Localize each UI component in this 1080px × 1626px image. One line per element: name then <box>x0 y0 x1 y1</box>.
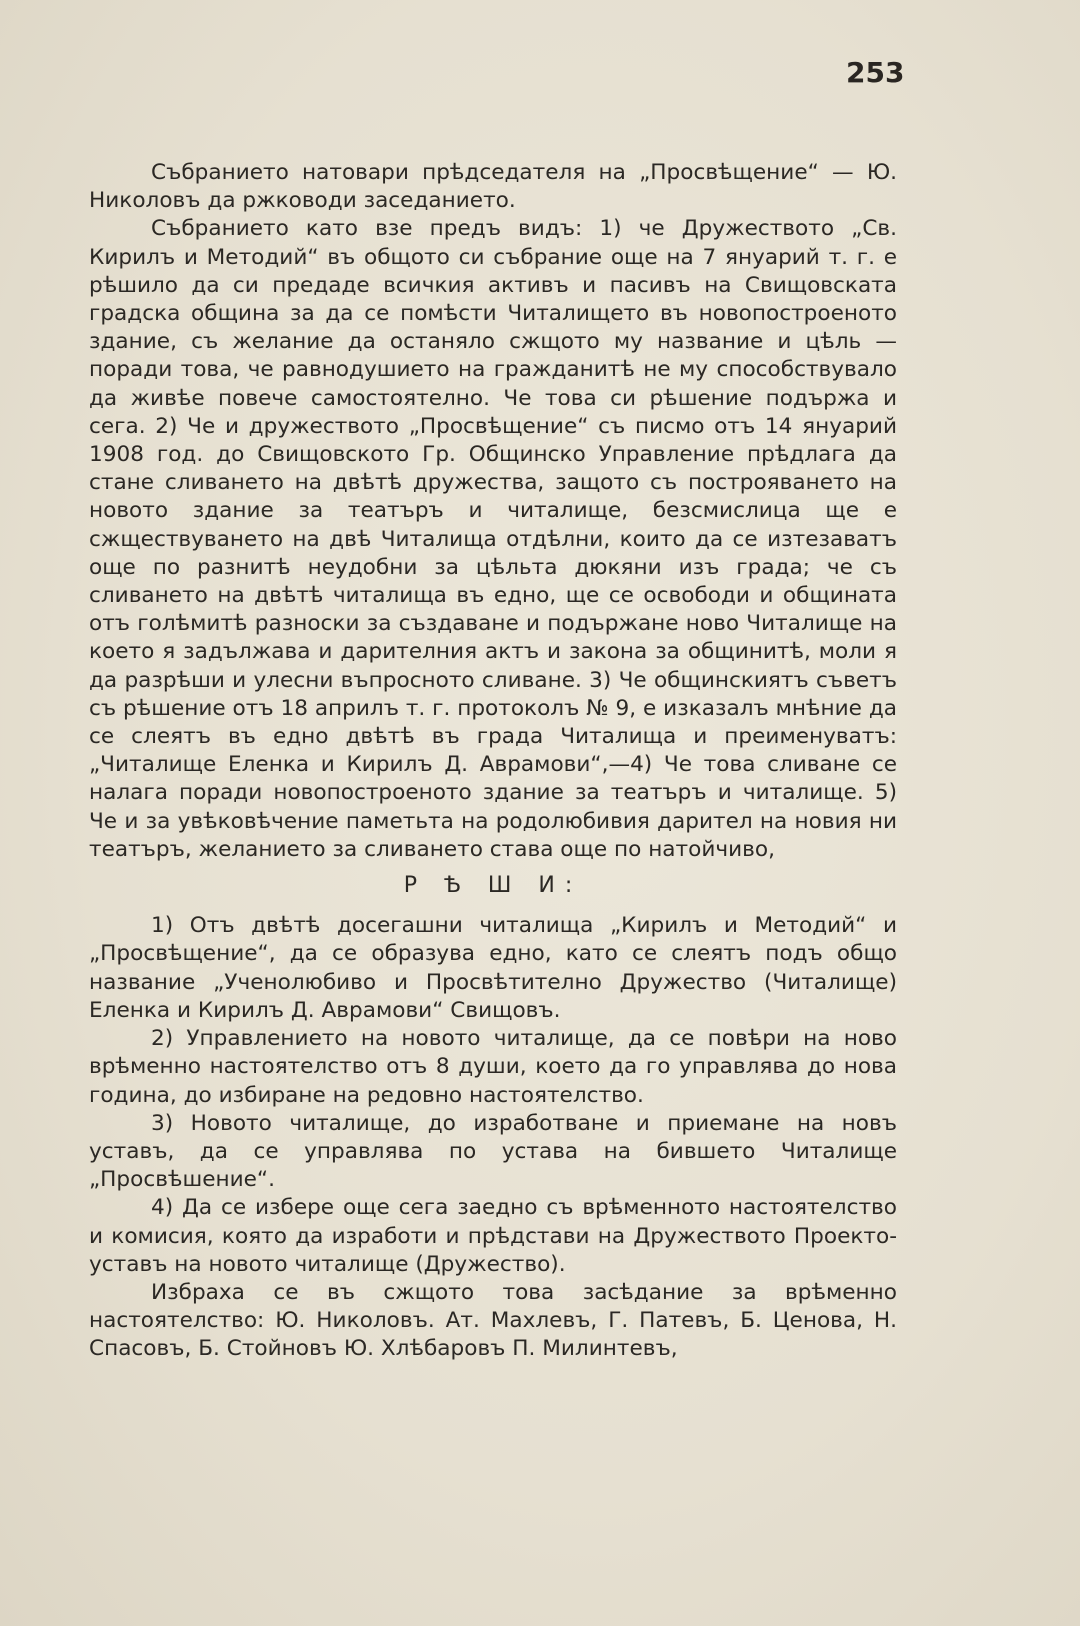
resolution-item-4: 4) Да се избере още сега заедно съ врѣменното настоятелство и комисия, която да изработи и прѣдстави на Дружеството Проекто-уставъ на новото читалище (Дружество). <box>89 1195 897 1277</box>
paragraph-considerations: Събранието като взе предъ видъ: 1) че Дружеството „Св. Кирилъ и Методий“ въ общото си събрание още на 7 януарий т. г. е рѣшило да си предаде всичкия активъ и пасивъ на Свищовската градска община за да се помѣсти Читалището въ новопостроеното здание, съ желание да останяло сжщото му название и цѣль — поради това, че равнодушието на гражданитѣ не му способствувало да живѣе повече самостоятелно. Че това си рѣшение подържа и сега. 2) Че и дружеството „Просвѣщение“ съ писмо отъ 14 януарий 1908 год. до Свищовското Гр. Общинско Управление прѣдлага да стане сливането на двѣтѣ дружества, защото съ построяването на новото здание за театъръ и читалище, безсмислица ще е сжществуването на двѣ Читалища отдѣлни, които да се изтезаватъ още по разнитѣ неудобни за цѣльта дюкяни изъ града; че съ сливането на двѣтѣ читалища въ едно, ще се освободи и общината отъ голѣмитѣ разноски за създаване и подържане ново Читалище на което я задължава и дарителния актъ и закона за общинитѣ, моли я да разрѣши и улесни въпросното сливане. 3) Че общинскиятъ съветъ съ рѣшение отъ 18 априлъ т. г. протоколъ № 9, е изказалъ мнѣние да се слеятъ въ едно двѣтѣ въ града Читалища и преименуватъ: „Читалище Еленка и Кирилъ Д. Аврамови“,—4) Че това сливане се налага поради новопостроеното здание за театъръ и читалище. 5) Че и за увѣковѣчение паметьта на родолюбивия дарител на новия ни театъръ, желанието за сливането става още по натойчиво, <box>89 216 897 862</box>
resolution-heading: Р Ѣ Ш И: <box>403 873 583 899</box>
page-body <box>89 159 897 1364</box>
resolution-item-2: 2) Управлението на новото читалище, да се повѣри на ново врѣменно настоятелство отъ 8 души, което да го управлява до нова година, до избиране на редовно настоятелство. <box>89 1026 897 1108</box>
resolution-item-1: 1) Отъ двѣтѣ досегашни читалища „Кирилъ и Методий“ и „Просвѣщение“, да се образува едно, като се слеятъ подъ общо название „Ученолюбиво и Просвѣтително Дружество (Читалище) Еленка и Кирилъ Д. Аврамови“ Свищовъ. <box>89 913 897 1023</box>
page-number: 253 <box>846 56 905 89</box>
paragraph-meeting-chair: Събранието натовари прѣдседателя на „Просвѣщение“ — Ю. Николовъ да ржководи заседанието. <box>89 160 897 214</box>
resolution-item-3: 3) Новото читалище, до изработване и приемане на новъ уставъ, да се управлява по устава на бившето Читалище „Просвѣшение“. <box>89 1110 897 1193</box>
paragraph-board-elected: Избраха се въ сжщото това засѣдание за врѣменно настоятелство: Ю. Николовъ. Ат. Махлевъ, Г. Патевъ, Б. Ценова, Н. Спасовъ, Б. Стойновъ Ю. Хлѣбаровъ П. Милинтевъ, <box>89 1279 897 1362</box>
